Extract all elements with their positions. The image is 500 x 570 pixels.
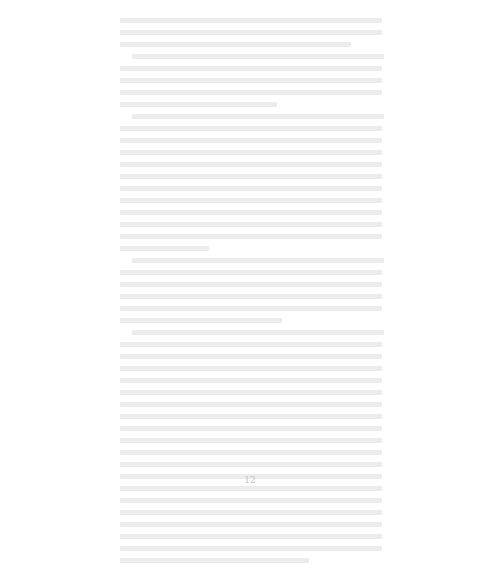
text-line [120, 30, 382, 35]
text-line [120, 18, 382, 23]
text-line [120, 426, 382, 431]
paragraph-2 [120, 54, 382, 107]
text-line [120, 138, 382, 143]
paragraph-1 [120, 18, 382, 47]
text-line [120, 102, 277, 107]
text-line [120, 462, 382, 467]
text-line [120, 534, 382, 539]
text-line [120, 282, 382, 287]
text-line [120, 522, 382, 527]
text-line [120, 78, 382, 83]
text-line [120, 402, 382, 407]
text-line [132, 114, 384, 119]
text-line [120, 366, 382, 371]
text-line [120, 510, 382, 515]
text-line [120, 306, 382, 311]
paragraph-5 [120, 330, 382, 563]
running-head [0, 0, 500, 8]
text-line [120, 270, 382, 275]
text-line [120, 150, 382, 155]
text-line [120, 414, 382, 419]
text-line [120, 90, 382, 95]
text-line [120, 66, 382, 71]
text-line [120, 558, 309, 563]
text-line [120, 498, 382, 503]
text-line [120, 294, 382, 299]
paragraph-3 [120, 114, 382, 251]
text-line [120, 186, 382, 191]
text-line [120, 342, 382, 347]
paragraph-4 [120, 258, 382, 323]
text-line [120, 546, 382, 551]
text-line [132, 330, 384, 335]
text-line [120, 450, 382, 455]
text-line [120, 210, 382, 215]
text-line [132, 54, 384, 59]
text-line [120, 378, 382, 383]
text-line [120, 174, 382, 179]
text-line [120, 438, 382, 443]
text-line [120, 162, 382, 167]
text-line [120, 246, 209, 251]
text-line [120, 198, 382, 203]
text-line [120, 234, 382, 239]
text-line [120, 222, 382, 227]
text-line [132, 258, 384, 263]
text-line [120, 486, 382, 491]
page-number: 12 [244, 476, 256, 486]
text-line [120, 126, 382, 131]
text-line [120, 318, 282, 323]
text-line [120, 390, 382, 395]
text-line [120, 354, 382, 359]
body-text [120, 18, 382, 570]
text-line [120, 42, 351, 47]
